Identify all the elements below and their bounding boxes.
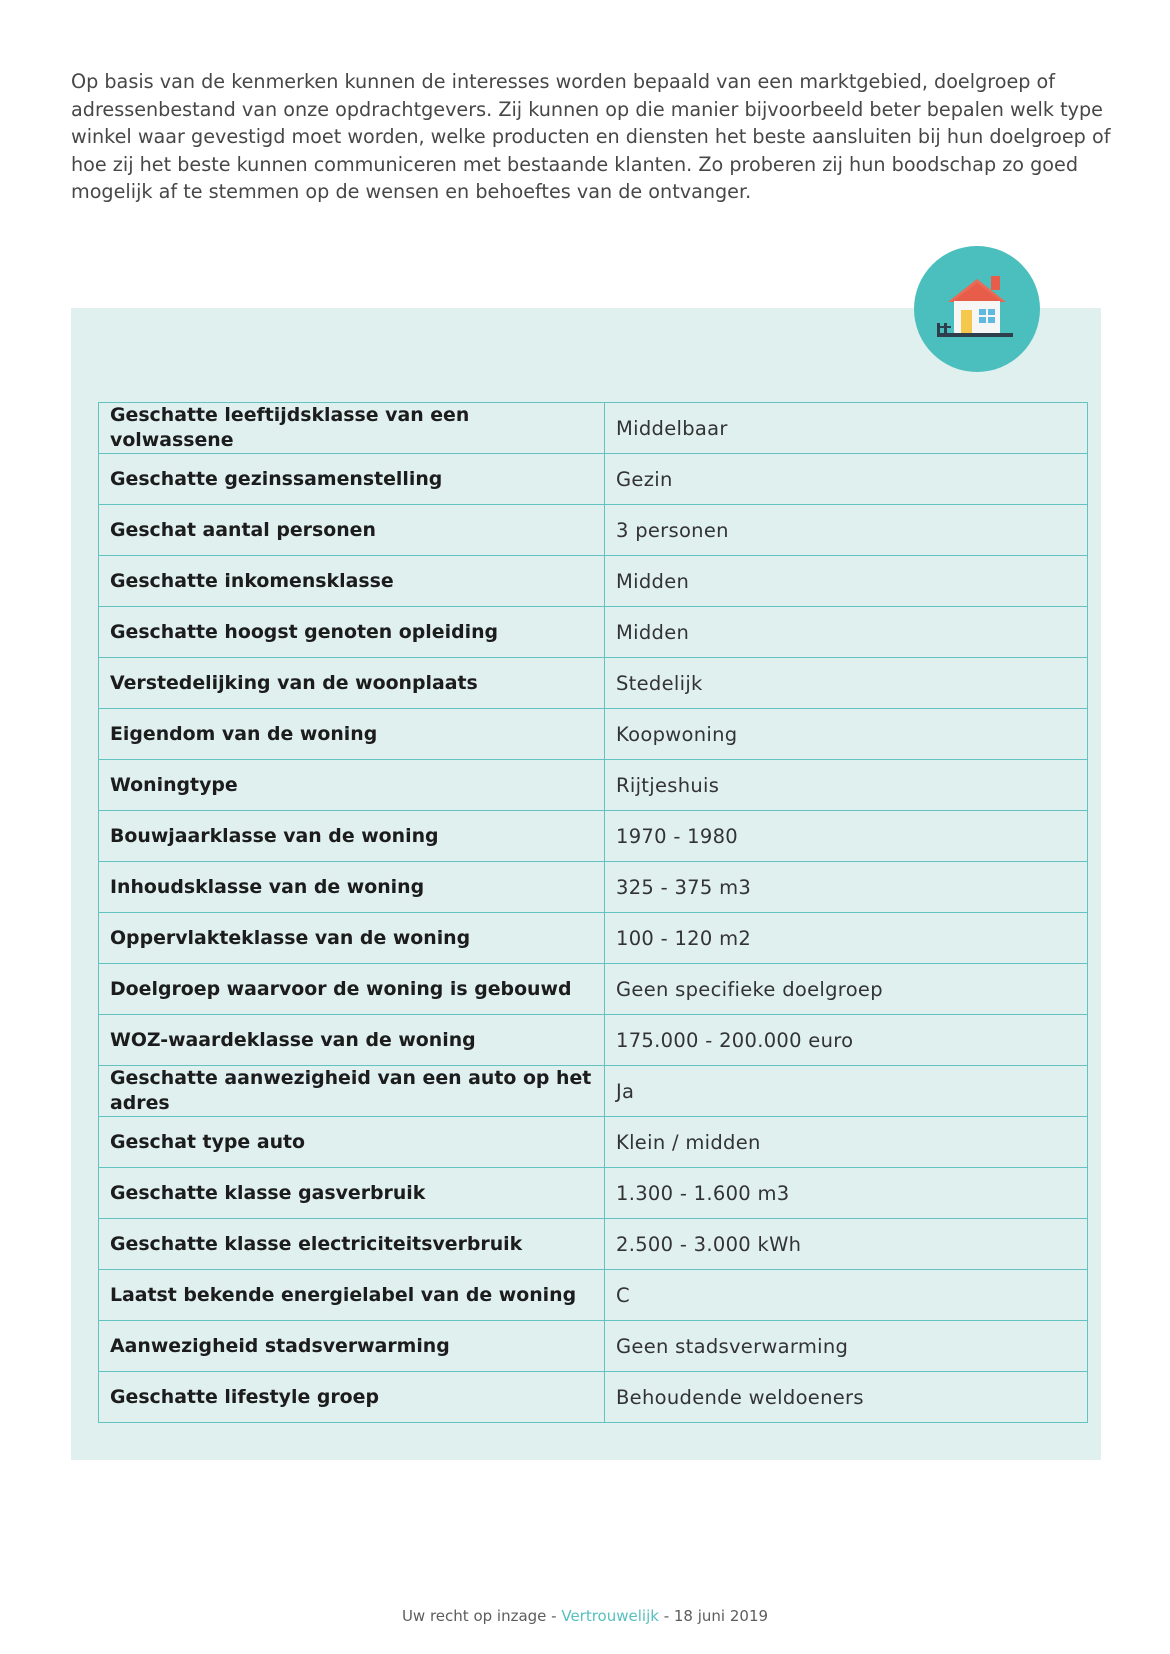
table-row bbox=[99, 1117, 1088, 1168]
table-row bbox=[99, 607, 1088, 658]
row-label: Eigendom van de woning bbox=[99, 709, 605, 760]
row-label: Inhoudsklasse van de woning bbox=[99, 862, 605, 913]
row-label: Geschatte aanwezigheid van een auto op het adres bbox=[99, 1066, 605, 1117]
table-row bbox=[99, 811, 1088, 862]
table-row bbox=[99, 1321, 1088, 1372]
table-row bbox=[99, 658, 1088, 709]
footer-confidential: Vertrouwelijk bbox=[561, 1607, 659, 1625]
row-label: Geschat type auto bbox=[99, 1117, 605, 1168]
row-label: Geschatte klasse gasverbruik bbox=[99, 1168, 605, 1219]
table-row bbox=[99, 1270, 1088, 1321]
row-value: 100 - 120 m2 bbox=[605, 913, 1088, 964]
table-row bbox=[99, 709, 1088, 760]
row-value: Gezin bbox=[605, 454, 1088, 505]
row-label: Woningtype bbox=[99, 760, 605, 811]
row-value: 325 - 375 m3 bbox=[605, 862, 1088, 913]
row-value: Rijtjeshuis bbox=[605, 760, 1088, 811]
row-value: C bbox=[605, 1270, 1088, 1321]
house-icon bbox=[914, 246, 1040, 372]
row-value: 1970 - 1980 bbox=[605, 811, 1088, 862]
table-row bbox=[99, 556, 1088, 607]
table-row bbox=[99, 760, 1088, 811]
table-row bbox=[99, 505, 1088, 556]
row-label: Laatst bekende energielabel van de woning bbox=[99, 1270, 605, 1321]
footer-date: - 18 juni 2019 bbox=[658, 1607, 769, 1625]
row-value: Midden bbox=[605, 556, 1088, 607]
row-value: 1.300 - 1.600 m3 bbox=[605, 1168, 1088, 1219]
table-row bbox=[99, 403, 1088, 454]
table-row bbox=[99, 862, 1088, 913]
row-value: Koopwoning bbox=[605, 709, 1088, 760]
table-row bbox=[99, 1372, 1088, 1423]
table-row bbox=[99, 1219, 1088, 1270]
row-label: Aanwezigheid stadsverwarming bbox=[99, 1321, 605, 1372]
row-label: WOZ-waardeklasse van de woning bbox=[99, 1015, 605, 1066]
row-value: 2.500 - 3.000 kWh bbox=[605, 1219, 1088, 1270]
row-label: Geschatte gezinssamenstelling bbox=[99, 454, 605, 505]
row-label: Geschatte hoogst genoten opleiding bbox=[99, 607, 605, 658]
page-footer bbox=[0, 1607, 1170, 1625]
row-value: Midden bbox=[605, 607, 1088, 658]
row-label: Geschatte klasse electriciteitsverbruik bbox=[99, 1219, 605, 1270]
row-label: Geschatte lifestyle groep bbox=[99, 1372, 605, 1423]
row-value: Geen specifieke doelgroep bbox=[605, 964, 1088, 1015]
row-value: Klein / midden bbox=[605, 1117, 1088, 1168]
row-label: Oppervlakteklasse van de woning bbox=[99, 913, 605, 964]
table-row bbox=[99, 913, 1088, 964]
row-value: 3 personen bbox=[605, 505, 1088, 556]
row-value: Middelbaar bbox=[605, 403, 1088, 454]
row-value: Geen stadsverwarming bbox=[605, 1321, 1088, 1372]
intro-paragraph: Op basis van de kenmerken kunnen de interesses worden bepaald van een marktgebied, doelgroep of adressenbestand van onze opdrachtgevers. Zij kunnen op die manier bijvoorbeeld beter bepalen welk type winkel waar gevestigd moet worden, welke producten en diensten het beste aansluiten bij hun doelgroep of hoe zij het beste kunnen communiceren met bestaande klanten. Zo proberen zij hun boodschap zo goed mogelijk af te stemmen op de wensen en behoeftes van de ontvanger. bbox=[71, 70, 1111, 204]
row-label: Bouwjaarklasse van de woning bbox=[99, 811, 605, 862]
row-value: 175.000 - 200.000 euro bbox=[605, 1015, 1088, 1066]
row-value: Stedelijk bbox=[605, 658, 1088, 709]
row-label: Verstedelijking van de woonplaats bbox=[99, 658, 605, 709]
table-row bbox=[99, 964, 1088, 1015]
row-label: Geschatte leeftijdsklasse van een volwassene bbox=[99, 403, 605, 454]
row-label: Geschatte inkomensklasse bbox=[99, 556, 605, 607]
row-value: Behoudende weldoeners bbox=[605, 1372, 1088, 1423]
house-badge bbox=[914, 246, 1040, 372]
table-row bbox=[99, 1168, 1088, 1219]
table-row bbox=[99, 1066, 1088, 1117]
row-label: Geschat aantal personen bbox=[99, 505, 605, 556]
table-row bbox=[99, 1015, 1088, 1066]
row-value: Ja bbox=[605, 1066, 1088, 1117]
table-row bbox=[99, 454, 1088, 505]
footer-prefix: Uw recht op inzage - bbox=[401, 1607, 562, 1625]
profile-table bbox=[98, 402, 1088, 1423]
row-label: Doelgroep waarvoor de woning is gebouwd bbox=[99, 964, 605, 1015]
